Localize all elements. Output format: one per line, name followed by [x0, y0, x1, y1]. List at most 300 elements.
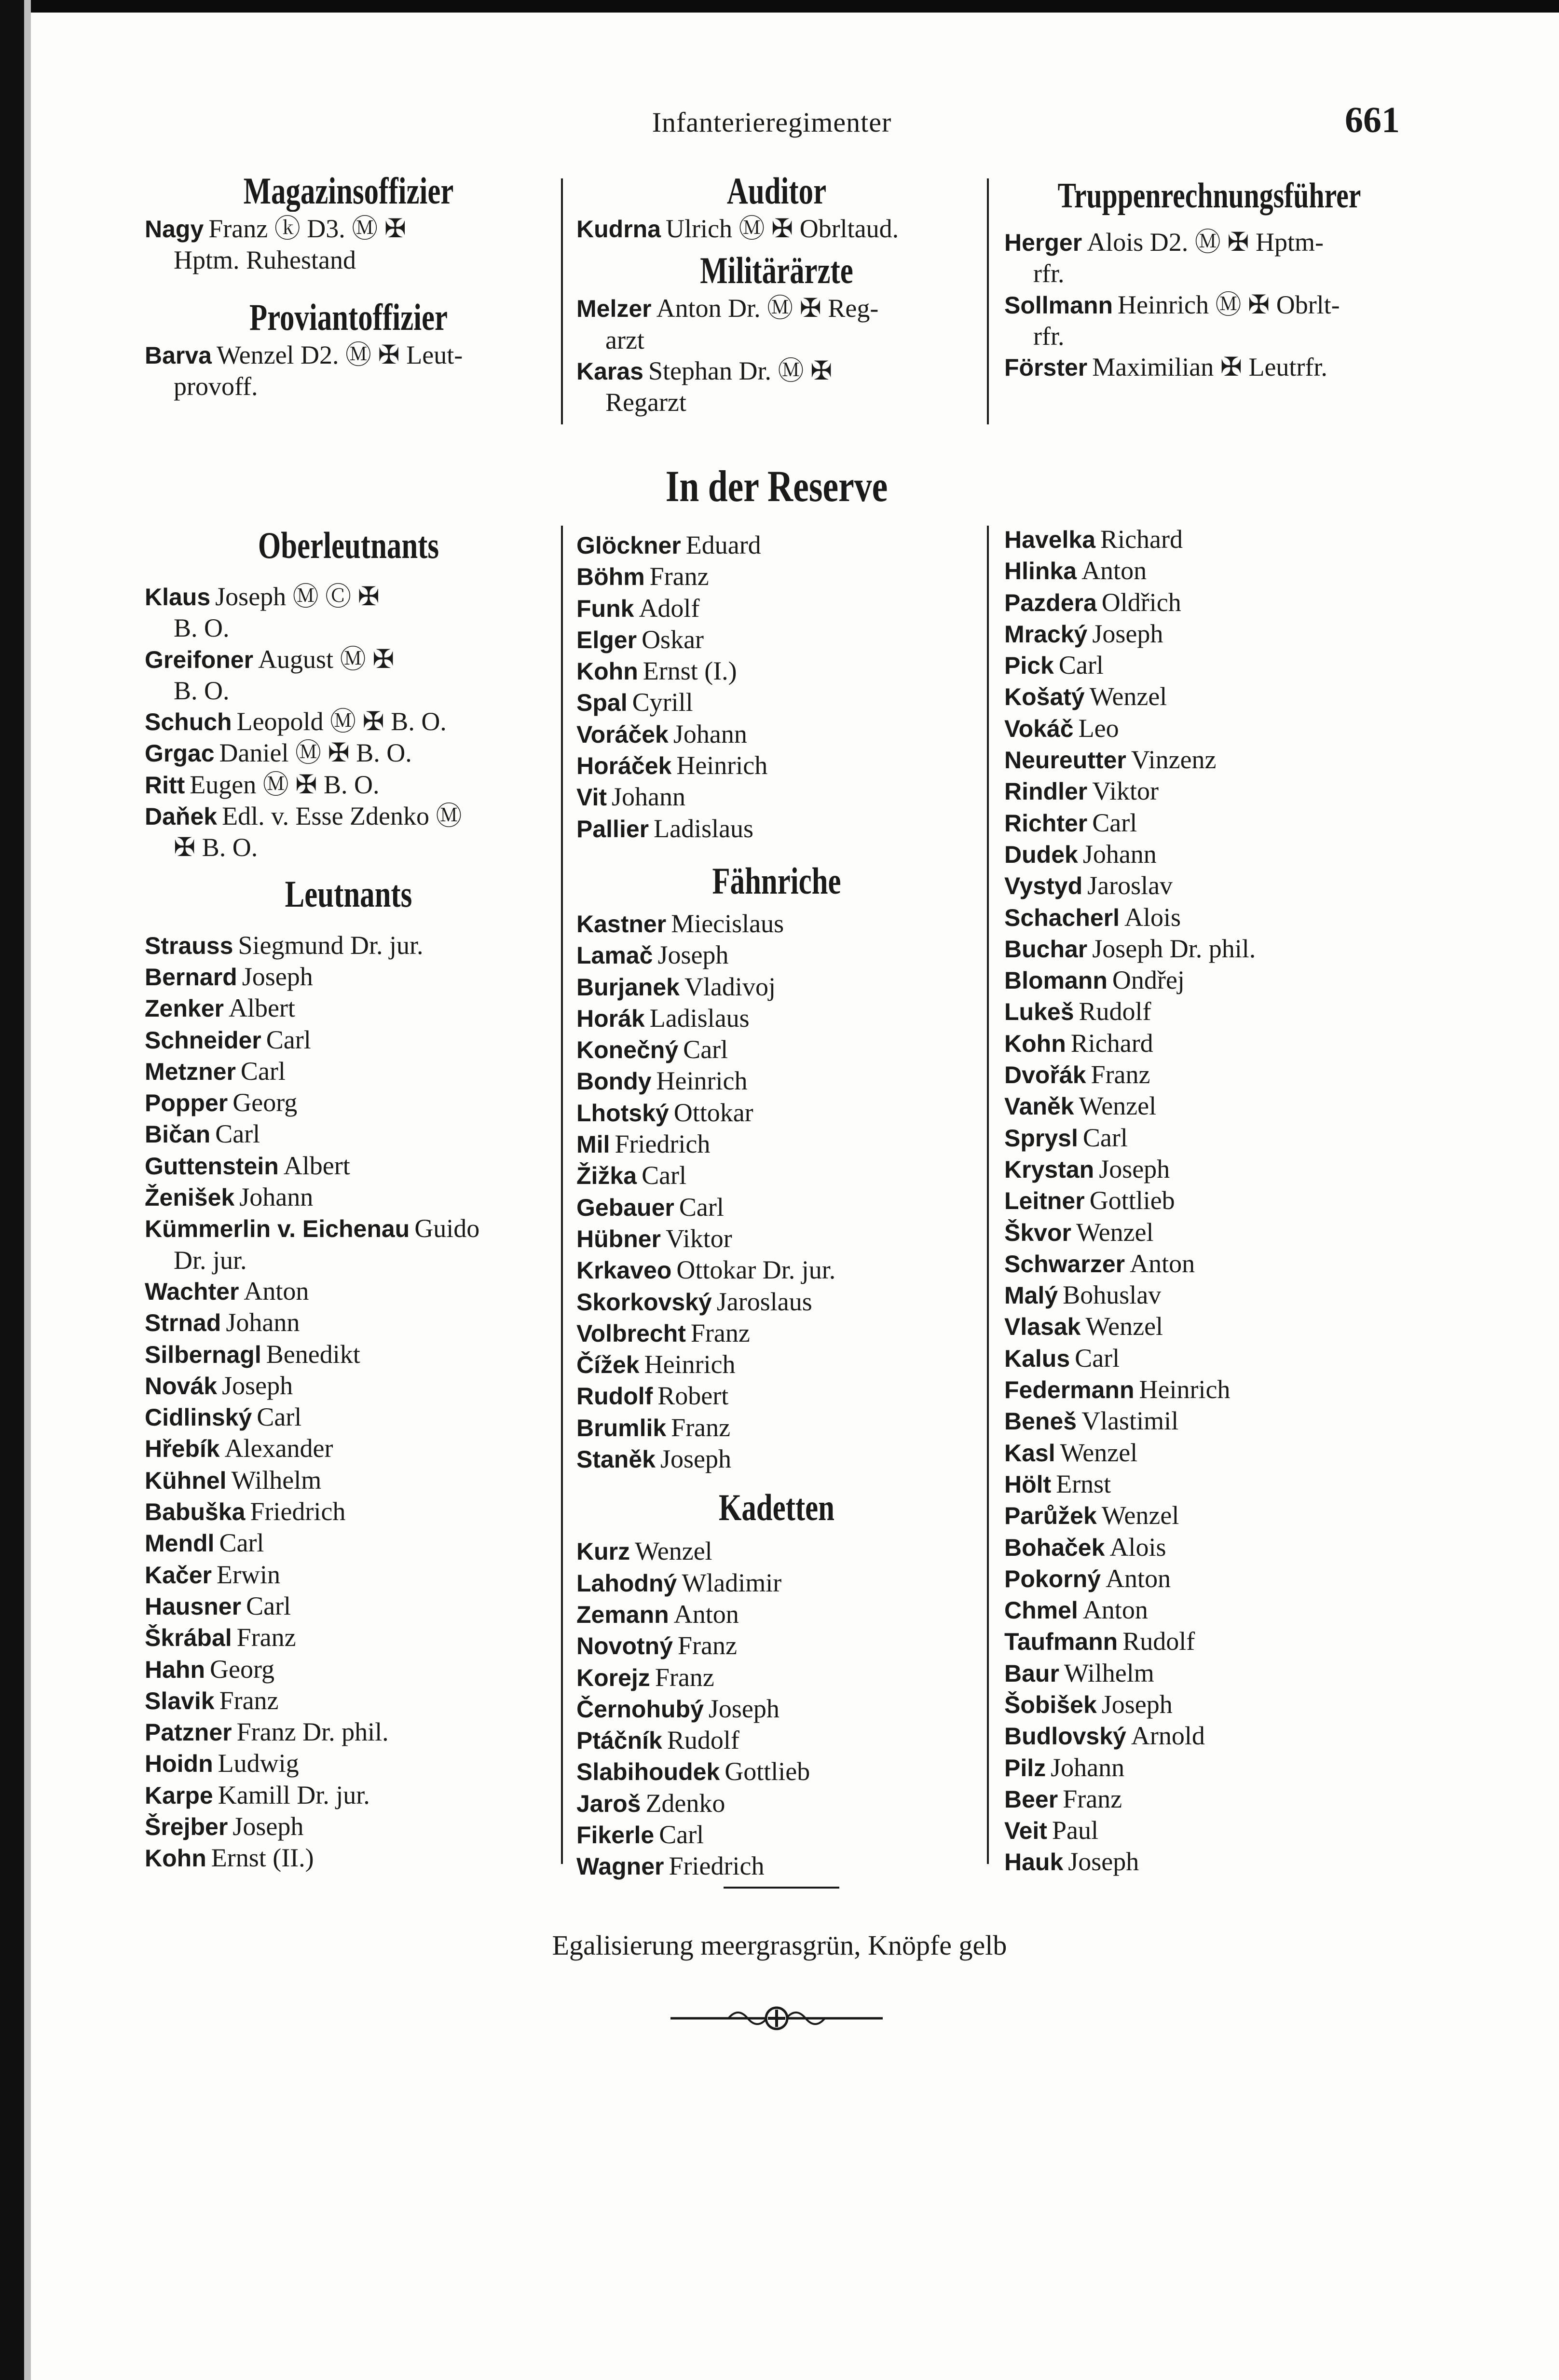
reserve-entry: [576, 687, 977, 718]
faehnrich-entry: [576, 1412, 977, 1443]
entry-surname: Beer: [1004, 1785, 1058, 1813]
kadett-entry: [576, 1693, 977, 1725]
entry-surname: Babuška: [145, 1498, 246, 1526]
entry-surname: Hölt: [1004, 1470, 1052, 1498]
entry-surname: Brumlik: [576, 1414, 667, 1442]
kadetten-list: [576, 1536, 977, 1882]
entry-details: Wenzel: [1076, 1217, 1154, 1247]
entry-details: August Ⓜ ✠: [258, 644, 395, 674]
reserve-entry: [1004, 1563, 1414, 1594]
auditor-section: [576, 169, 977, 418]
entry-details: Richard: [1070, 1028, 1153, 1058]
entry-details: Bohuslav: [1063, 1280, 1162, 1310]
entry-details: Joseph: [1092, 619, 1163, 648]
entry-details: Siegmund Dr. jur.: [238, 930, 424, 960]
entry-details: Ludwig: [218, 1749, 299, 1778]
entry-surname: Bondy: [576, 1068, 652, 1095]
faehnrich-entry: [576, 939, 977, 971]
entry-details: Wilhelm: [231, 1465, 322, 1495]
entry-surname: Herger: [1004, 229, 1082, 256]
entry-surname: Voráček: [576, 721, 669, 748]
reserve-entry: [576, 813, 977, 844]
entry-details: Joseph: [1099, 1154, 1170, 1183]
leutnants-heading: Leutnants: [285, 872, 412, 915]
entry-details: Wenzel: [1079, 1091, 1157, 1121]
entry-surname: Kastner: [576, 910, 667, 938]
entry-details: Carl: [642, 1161, 687, 1190]
page-number: 661: [1345, 100, 1400, 140]
entry-surname: Bohaček: [1004, 1534, 1105, 1561]
faehnrich-entry: [576, 971, 977, 1003]
entry-surname: Pilz: [1004, 1754, 1046, 1782]
leutnant-entry: [145, 1591, 552, 1622]
leutnant-entry: [145, 1496, 552, 1527]
leutnant-entry: [145, 1401, 552, 1433]
reserve-entry: [1004, 1846, 1414, 1877]
entry-details: Franz: [1091, 1060, 1150, 1089]
entry-surname: Horáček: [576, 752, 672, 780]
oberleutnant-entry: [145, 581, 552, 612]
leutnant-entry: [145, 1024, 552, 1056]
magazin-section: [145, 169, 552, 402]
entry-surname: Patzner: [145, 1719, 232, 1746]
reserve-entry: [1004, 555, 1414, 586]
leutnant-entry: [145, 1370, 552, 1401]
entry-details: Franz: [1063, 1784, 1122, 1813]
entry-details: Ottokar: [673, 1098, 753, 1127]
reserve-entry: [1004, 933, 1414, 965]
entry-surname: Horák: [576, 1005, 645, 1032]
reserve-entry: [1004, 1437, 1414, 1469]
reserve-entry: [576, 750, 977, 781]
faehnrich-entry: [576, 1443, 977, 1475]
faehnrich-entry: [576, 1034, 977, 1065]
entry-details: Carl: [1058, 651, 1104, 680]
leutnant-entry: [145, 1748, 552, 1779]
entry-surname: Mracký: [1004, 620, 1088, 648]
entry-details: Anton: [673, 1599, 739, 1629]
entry-details: Gottlieb: [1089, 1186, 1175, 1215]
leutnant-entry: [145, 1559, 552, 1591]
entry-details: Johann: [612, 782, 685, 812]
entry-details: Joseph: [222, 1371, 293, 1400]
entry-surname: Ženišek: [145, 1184, 235, 1211]
reserve-entry: [1004, 902, 1414, 933]
entry-surname: Veit: [1004, 1817, 1047, 1845]
entry-details: Carl: [1082, 1123, 1128, 1152]
entry-continuation: B. O.: [174, 613, 230, 643]
faehnrich-entry: [576, 908, 977, 939]
reserve-entry: [1004, 1815, 1414, 1846]
entry-surname: Kurz: [576, 1538, 630, 1565]
entry-surname: Novotný: [576, 1632, 673, 1660]
entry-continuation: Regarzt: [605, 388, 686, 417]
entry-surname: Šrejber: [145, 1813, 228, 1840]
entry-surname: Funk: [576, 595, 634, 622]
entry-details: Johann: [239, 1183, 314, 1212]
reserve-entry: [1004, 587, 1414, 618]
entry-details: Adolf: [639, 593, 700, 623]
entry-surname: Kačer: [145, 1561, 212, 1589]
entry-details: Guido: [414, 1214, 480, 1243]
entry-details: Vinzenz: [1131, 745, 1217, 775]
kadett-entry: [576, 1756, 977, 1787]
reserve-entry: [1004, 1500, 1414, 1531]
oberleutnant-entry: [145, 737, 552, 769]
entry-continuation: arzt: [605, 325, 644, 354]
entry-details: Carl: [1075, 1343, 1120, 1373]
entry-details: Anton Dr. Ⓜ ✠ Reg-: [656, 294, 879, 323]
entry-details: Joseph: [708, 1694, 780, 1723]
entry-continuation: provoff.: [174, 371, 258, 401]
entry-surname: Jaroš: [576, 1790, 641, 1817]
entry-details: Franz: [690, 1318, 750, 1347]
column-divider: [561, 526, 563, 1864]
entry-details: Alois: [1109, 1532, 1166, 1562]
entry-surname: Kümmerlin v. Eichenau: [145, 1215, 410, 1243]
truppenrechnung-heading: Truppenrechnungsführer: [1057, 176, 1361, 216]
reserve-entry: [1004, 1059, 1414, 1090]
leutnant-entry: [145, 1842, 552, 1874]
entry-surname: Korejz: [576, 1664, 650, 1691]
entry-surname: Taufmann: [1004, 1628, 1118, 1656]
kadett-entry: [576, 1599, 977, 1630]
entry-surname: Förster: [1004, 354, 1088, 381]
entry-surname: Slavik: [145, 1687, 215, 1714]
reserve-entry: [1004, 1217, 1414, 1248]
entry-details: Heinrich: [644, 1350, 736, 1379]
entry-details: Rudolf: [1122, 1627, 1195, 1656]
entry-details: Franz: [655, 1662, 714, 1692]
kadetten-heading: Kadetten: [719, 1486, 834, 1529]
faehnrich-entry: [576, 1318, 977, 1349]
scan-border-left: [0, 0, 24, 2380]
entry-surname: Daňek: [145, 803, 218, 830]
entry-surname: Hausner: [145, 1592, 242, 1620]
entry-details: Johann: [1082, 839, 1157, 869]
entry-surname: Grgac: [145, 740, 215, 767]
entry-surname: Buchar: [1004, 935, 1088, 963]
entry-details: Oldřich: [1101, 587, 1181, 617]
entry-details: Heinrich: [1139, 1375, 1231, 1404]
entry-details: Joseph Ⓜ Ⓒ ✠: [215, 582, 380, 611]
reserve-entry: [1004, 1279, 1414, 1311]
entry-details: Vlastimil: [1081, 1406, 1179, 1436]
entry-surname: Krkaveo: [576, 1257, 672, 1284]
entry-continuation: B. O.: [174, 676, 230, 705]
entry-surname: Silbernagl: [145, 1341, 261, 1368]
entry-details: Franz: [649, 562, 709, 591]
entry-details: Erwin: [217, 1560, 280, 1589]
entry-surname: Černohubý: [576, 1695, 704, 1723]
entry-surname: Guttenstein: [145, 1152, 279, 1180]
entry-details: Carl: [246, 1591, 291, 1620]
oberleutnant-entry: [145, 801, 552, 832]
entry-details: Ladislaus: [649, 1003, 750, 1033]
entry-surname: Vokáč: [1004, 715, 1074, 742]
entry-surname: Hauk: [1004, 1849, 1064, 1876]
entry-details: Albert: [283, 1151, 350, 1180]
entry-details: Anton: [1081, 556, 1147, 585]
entry-surname: Hübner: [576, 1225, 661, 1252]
reserve-entry: [1004, 1343, 1414, 1374]
entry-details: Maximilian ✠ Leutrfr.: [1092, 353, 1327, 382]
reserve-entry: [1004, 965, 1414, 996]
entry-details: Joseph: [232, 1811, 304, 1841]
entry-surname: Vit: [576, 784, 607, 811]
entry-surname: Hřebík: [145, 1435, 220, 1463]
entry-surname: Lukeš: [1004, 998, 1074, 1026]
entry-surname: Krystan: [1004, 1156, 1094, 1183]
entry-surname: Strauss: [145, 932, 233, 959]
entry-details: Ladislaus: [654, 814, 754, 843]
entry-surname: Staněk: [576, 1446, 656, 1473]
kadett-entry: [576, 1850, 977, 1882]
entry-continuation: rfr.: [1033, 321, 1065, 351]
leutnant-entry: [145, 1433, 552, 1464]
reserve-entry: [1004, 807, 1414, 839]
entry-surname: Dvořák: [1004, 1061, 1086, 1089]
faehnrich-entry: [576, 1065, 977, 1097]
entry-surname: Kudrna: [576, 216, 661, 243]
entry-details: Zdenko: [645, 1788, 725, 1818]
entry-details: Carl: [215, 1119, 260, 1149]
entry-surname: Strnad: [145, 1309, 221, 1337]
entry-details: Ulrich Ⓜ ✠ Obrltaud.: [666, 214, 899, 243]
reserve-entry: [1004, 1783, 1414, 1815]
faehnriche-heading: Fähnriche: [712, 859, 841, 902]
entry-details: Alois D2. Ⓜ ✠ Hptm-: [1087, 228, 1324, 257]
reserve-entry: [576, 561, 977, 592]
reserve-entry: [1004, 1090, 1414, 1122]
proviant-heading: Proviantoffizier: [249, 296, 448, 338]
entry-surname: Šobišek: [1004, 1691, 1097, 1718]
entry-details: Wenzel: [1060, 1438, 1138, 1467]
entry-surname: Klaus: [145, 584, 211, 611]
entry-details: Carl: [240, 1056, 286, 1086]
entry-details: Eugen Ⓜ ✠ B. O.: [190, 770, 380, 799]
officers-column: [145, 523, 552, 1874]
auditor-heading: Auditor: [726, 170, 827, 212]
leutnants-list: [145, 930, 552, 1874]
entry-surname: Kohn: [1004, 1030, 1066, 1057]
entry-surname: Melzer: [576, 295, 652, 323]
entry-continuation: ✠ B. O.: [174, 833, 258, 862]
entry-surname: Skorkovský: [576, 1288, 712, 1316]
entry-continuation: rfr.: [1033, 259, 1065, 288]
leutnant-entry: [145, 1087, 552, 1118]
entry-details: Joseph: [242, 962, 313, 991]
reserve-entry: [1004, 1626, 1414, 1657]
entry-surname: Schwarzer: [1004, 1250, 1125, 1278]
leutnant-entry: [145, 1182, 552, 1213]
oberleutnants-heading: Oberleutnants: [258, 524, 439, 566]
entry-details: Wenzel D2. Ⓜ ✠ Leut-: [217, 340, 463, 369]
page-gutter: [24, 0, 31, 2380]
facing-colours-note: Egalisierung meergrasgrün, Knöpfe gelb: [552, 1930, 1007, 1961]
entry-surname: Karpe: [145, 1782, 213, 1809]
reserve-entry: [1004, 681, 1414, 712]
reserve-entry: [1004, 1311, 1414, 1342]
entry-surname: Richter: [1004, 809, 1088, 837]
reserve-entry: [576, 593, 977, 624]
kadett-entry: [576, 1819, 977, 1850]
entry-surname: Konečný: [576, 1036, 679, 1064]
entry-surname: Škvor: [1004, 1219, 1071, 1246]
entry-surname: Kühnel: [145, 1467, 227, 1494]
entry-surname: Budlovský: [1004, 1723, 1126, 1750]
reserve-entry: [1004, 870, 1414, 901]
entry-details: Heinrich Ⓜ ✠ Obrlt-: [1118, 290, 1340, 319]
leutnant-entry: [145, 1654, 552, 1685]
entry-surname: Böhm: [576, 563, 645, 591]
reserve-entry: [1004, 996, 1414, 1027]
entry-continuation: Hptm. Ruhestand: [174, 245, 356, 275]
faehnrich-entry: [576, 1160, 977, 1191]
entry-surname: Kohn: [576, 658, 638, 685]
faehnrich-entry: [576, 1129, 977, 1160]
entry-details: Daniel Ⓜ ✠ B. O.: [219, 738, 412, 768]
truppenrechnung-entry: [1004, 289, 1414, 321]
entry-details: Heinrich: [656, 1066, 748, 1096]
entry-surname: Dudek: [1004, 841, 1078, 868]
footer-rule: [724, 1887, 839, 1889]
entry-surname: Baur: [1004, 1659, 1059, 1687]
oberleutnants-list: [145, 581, 552, 863]
entry-surname: Glöckner: [576, 532, 681, 559]
entry-details: Carl: [1092, 808, 1137, 837]
faehnriche-list: [576, 908, 977, 1475]
entry-details: Cyrill: [632, 688, 693, 717]
entry-surname: Havelka: [1004, 526, 1096, 553]
entry-details: Anton: [1106, 1564, 1171, 1593]
entry-surname: Pick: [1004, 652, 1054, 680]
reserve-entry: [1004, 1185, 1414, 1216]
aerzte-entry: [576, 355, 977, 387]
kadett-entry: [576, 1630, 977, 1661]
entry-details: Friedrich: [669, 1851, 765, 1881]
entry-details: Alexander: [224, 1434, 333, 1463]
entry-surname: Lamač: [576, 942, 653, 969]
entry-details: Alois: [1124, 902, 1181, 932]
entry-details: Richard: [1100, 525, 1183, 554]
reserve-entry: [1004, 650, 1414, 681]
oberleutnant-entry: [145, 706, 552, 737]
reserve-entry: [1004, 839, 1414, 870]
entry-details: Ernst (I.): [643, 656, 737, 686]
entry-surname: Slabihoudek: [576, 1758, 720, 1786]
entry-details: Anton: [1082, 1595, 1148, 1625]
entry-surname: Leitner: [1004, 1187, 1085, 1215]
ornamental-divider-icon: [670, 2001, 883, 2035]
reserve-entry: [1004, 1720, 1414, 1752]
entry-details: Miecislaus: [671, 909, 784, 938]
entry-surname: Lahodný: [576, 1569, 677, 1597]
entry-surname: Volbrecht: [576, 1319, 686, 1347]
reserve-entry: [1004, 1122, 1414, 1154]
leutnant-entry: [145, 1465, 552, 1496]
entry-details: Benedikt: [266, 1339, 360, 1369]
entry-details: Franz: [219, 1686, 279, 1715]
kadett-entry: [576, 1788, 977, 1819]
reserve-entry: [576, 719, 977, 750]
leutnant-entry: [145, 1276, 552, 1307]
magazin-heading: Magazinsoffizier: [243, 170, 454, 212]
entry-surname: Škrábal: [145, 1624, 232, 1652]
leutnant-entry: [145, 1716, 552, 1748]
entry-surname: Vlasak: [1004, 1313, 1081, 1341]
auditor-entry: [576, 213, 977, 245]
leutnant-entry: [145, 1213, 552, 1244]
reserve-entry: [576, 624, 977, 655]
entry-surname: Zemann: [576, 1601, 669, 1628]
entry-surname: Pazdera: [1004, 589, 1097, 616]
entry-details: Carl: [683, 1035, 728, 1064]
entry-details: Jaroslav: [1087, 871, 1173, 900]
reserve-entry: [1004, 1028, 1414, 1059]
leutnant-entry: [145, 1527, 552, 1559]
entry-details: Johann: [1051, 1753, 1125, 1782]
entry-surname: Ritt: [145, 771, 185, 799]
entry-surname: Blomann: [1004, 967, 1108, 994]
entry-surname: Sprysl: [1004, 1124, 1078, 1152]
kadett-entry: [576, 1567, 977, 1599]
entry-surname: Fikerle: [576, 1821, 655, 1849]
entry-details: Vladivoj: [684, 972, 776, 1001]
entry-surname: Beneš: [1004, 1408, 1077, 1435]
entry-surname: Burjanek: [576, 973, 680, 1001]
entry-details: Franz: [236, 1623, 296, 1652]
entry-details: Ondřej: [1112, 966, 1185, 995]
truppenrechnung-entry: [1004, 227, 1414, 258]
entry-details: Paul: [1052, 1816, 1098, 1845]
reserve-column-middle: [576, 530, 977, 1882]
reserve-entry: [576, 530, 977, 561]
entry-surname: Wagner: [576, 1853, 664, 1880]
entry-surname: Čížek: [576, 1351, 640, 1379]
entry-surname: Greifoner: [145, 646, 254, 673]
entry-details: Albert: [228, 993, 295, 1023]
entry-surname: Schacherl: [1004, 904, 1120, 931]
entry-details: Rudolf: [1079, 997, 1151, 1026]
faehnrich-entry: [576, 1223, 977, 1254]
entry-details: Joseph: [657, 940, 729, 970]
entry-details: Franz: [678, 1631, 737, 1660]
entry-surname: Sollmann: [1004, 291, 1113, 319]
entry-surname: Cidlinský: [145, 1404, 252, 1431]
entry-surname: Gebauer: [576, 1194, 674, 1221]
entry-details: Friedrich: [615, 1129, 711, 1159]
entry-surname: Metzner: [145, 1058, 236, 1085]
entry-details: Wenzel: [1085, 1312, 1163, 1341]
entry-surname: Barva: [145, 341, 212, 369]
entry-surname: Košatý: [1004, 683, 1085, 711]
faehnrich-entry: [576, 1349, 977, 1380]
entry-details: Edl. v. Esse Zdenko Ⓜ: [222, 802, 462, 831]
entry-surname: Bičan: [145, 1121, 211, 1148]
entry-details: Viktor: [1092, 776, 1159, 806]
entry-details: Johann: [226, 1308, 300, 1337]
reserve-entry: [1004, 1248, 1414, 1279]
faehnrich-entry: [576, 1286, 977, 1318]
entry-details: Carl: [219, 1528, 264, 1558]
entry-surname: Malý: [1004, 1282, 1058, 1309]
reserve-entry: [1004, 1594, 1414, 1626]
entry-details: Leopold Ⓜ ✠ B. O.: [236, 707, 447, 736]
entry-details: Georg: [210, 1654, 274, 1684]
entry-continuation: Dr. jur.: [174, 1245, 247, 1275]
entry-details: Gottlieb: [725, 1757, 810, 1786]
